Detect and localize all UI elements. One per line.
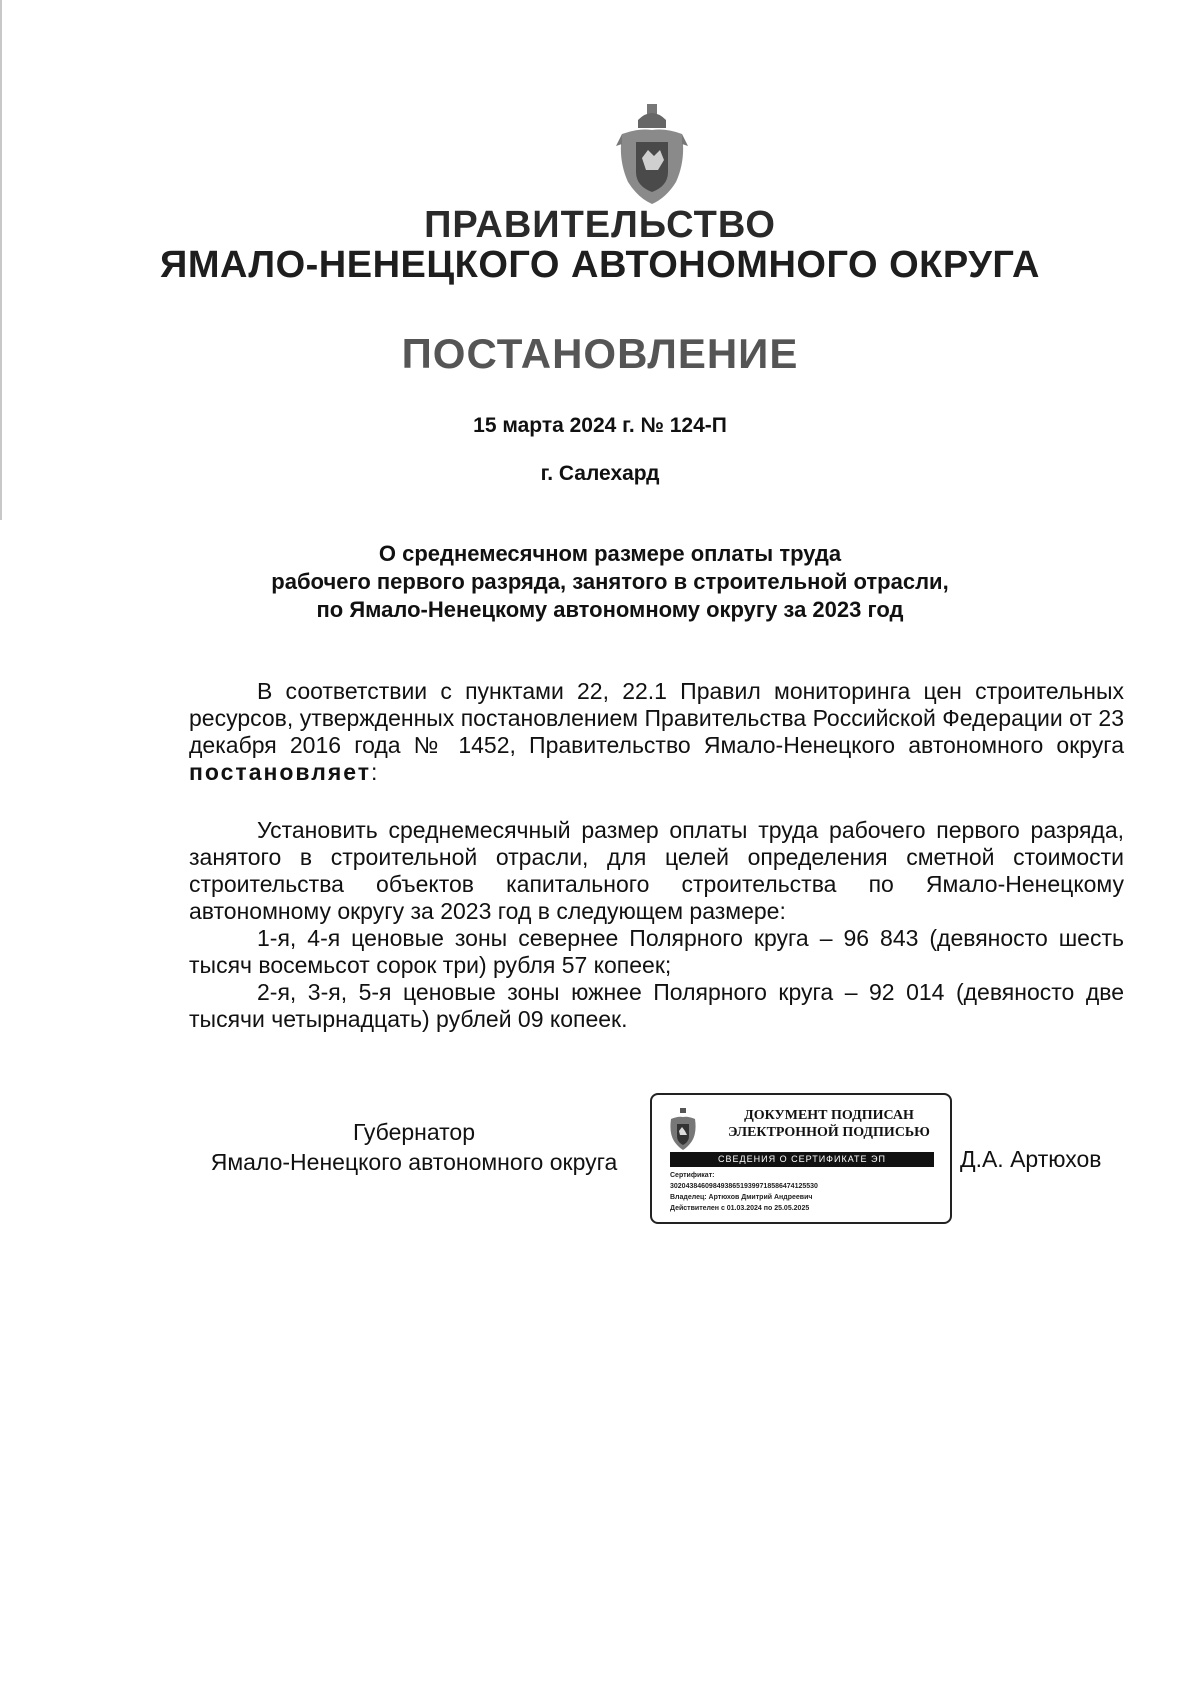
stamp-certificate-bar: СВЕДЕНИЯ О СЕРТИФИКАТЕ ЭП <box>670 1152 934 1167</box>
preamble-end: : <box>371 759 378 785</box>
preamble-text: В соответствии с пунктами 22, 22.1 Правил мониторинга цен строительных ресурсов, утвержденных постановлением Правительства Российской Федерации от 23 декабря 2016 года № 1452, Правительство Ямало-Ненецкого автономного округа <box>189 678 1124 758</box>
signatory-position <box>189 1117 639 1177</box>
stamp-owner: Владелец: Артюхов Дмитрий Андреевич <box>670 1194 813 1201</box>
document-title <box>150 540 1070 624</box>
electronic-signature-stamp <box>650 1093 952 1224</box>
signatory-position-line: Ямало-Ненецкого автономного округа <box>210 1149 618 1175</box>
stamp-certificate-info <box>670 1170 946 1214</box>
signatory-position-line: Губернатор <box>352 1119 476 1145</box>
preamble-paragraph <box>189 678 1124 786</box>
decision-item: 2-я, 3-я, 5-я ценовые зоны южнее Полярного круга – 92 014 (девяносто две тысячи четырнадцать) рублей 09 копеек. <box>189 979 1124 1032</box>
coat-of-arms-icon <box>668 1107 698 1151</box>
decision-paragraph: Установить среднемесячный размер оплаты труда рабочего первого разряда, занятого в строительной отрасли, для целей определения сметной стоимости строительства объектов капитального строительства по Ямало-Ненецкому автономному округу за 2023 год в следующем размере: <box>189 817 1124 924</box>
coat-of-arms-icon <box>614 100 690 206</box>
stamp-cert-label: Сертификат: <box>670 1172 715 1179</box>
stamp-heading <box>712 1107 946 1141</box>
stamp-heading-line: ДОКУМЕНТ ПОДПИСАН <box>744 1108 914 1123</box>
stamp-heading-line: ЭЛЕКТРОННОЙ ПОДПИСЬЮ <box>728 1125 930 1140</box>
stamp-validity: Действителен с 01.03.2024 по 25.05.2025 <box>670 1205 810 1212</box>
org-name-line2: ЯМАЛО-НЕНЕЦКОГО АВТОНОМНОГО ОКРУГА <box>160 244 1040 286</box>
document-date-number: 15 марта 2024 г. № 124-П <box>473 414 727 437</box>
decision-block <box>189 817 1124 1033</box>
decision-item: 1-я, 4-я ценовые зоны севернее Полярного круга – 96 843 (девяносто шесть тысяч восемьсот сорок три) рубля 57 копеек; <box>189 925 1124 978</box>
stamp-cert-number: 3020438460984938651939971858647412553​0 <box>670 1183 818 1190</box>
document-city: г. Салехард <box>540 462 660 485</box>
signatory-name: Д.А. Артюхов <box>960 1146 1102 1172</box>
document-type: ПОСТАНОВЛЕНИЕ <box>401 330 799 377</box>
org-name-line1: ПРАВИТЕЛЬСТВО <box>424 204 776 246</box>
title-line: рабочего первого разряда, занятого в строительной отрасли, <box>271 569 949 594</box>
preamble-keyword: постановляет <box>189 759 372 785</box>
title-line: О среднемесячном размере оплаты труда <box>378 541 842 566</box>
title-line: по Ямало-Ненецкому автономному округу за 2023 год <box>316 597 904 622</box>
